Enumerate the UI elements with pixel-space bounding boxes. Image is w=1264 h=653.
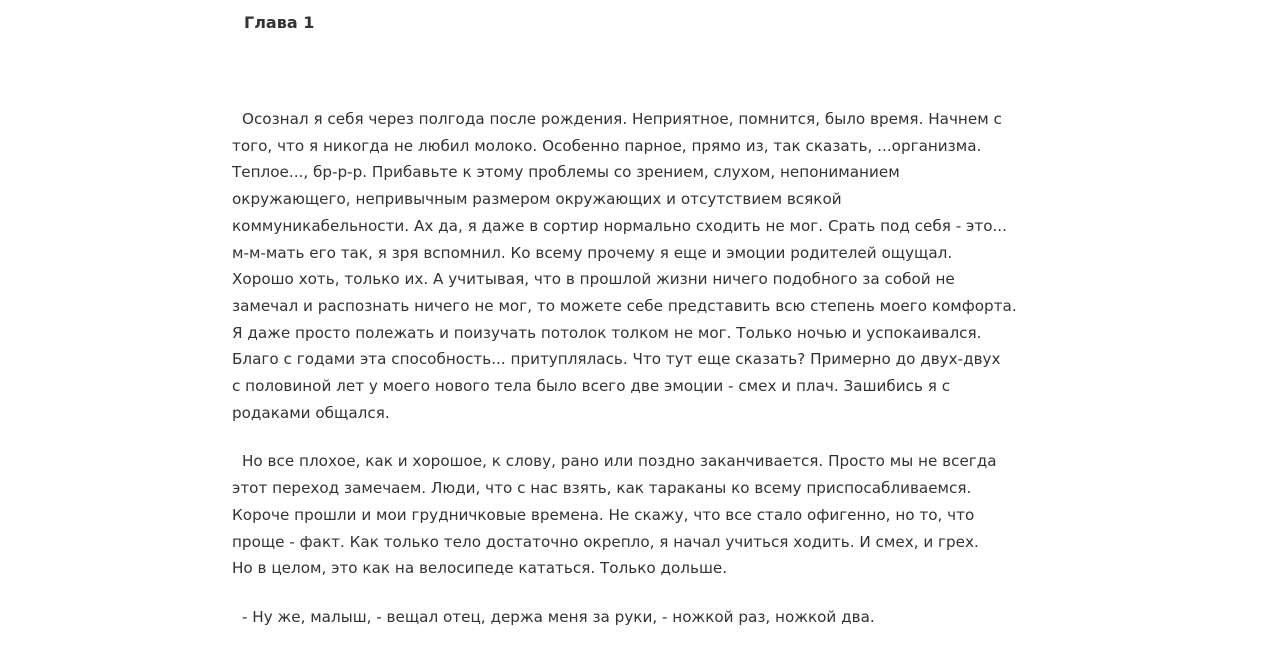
text-line: замечал и распознать ничего не мог, то можете себе представить всю степень моего комфорта.	[232, 296, 1017, 315]
text-line: Но все плохое, как и хорошое, к слову, рано или поздно заканчивается. Просто мы не всегда	[242, 452, 997, 471]
text-line: Благо с годами эта способность... притуплялась. Что тут еще сказать? Примерно до двух-двух	[232, 350, 1001, 369]
text-line: этот переход замечаем. Люди, что с нас взять, как тараканы ко всему приспосабливаемся.	[232, 479, 972, 498]
text-line: родаками общался.	[232, 403, 390, 422]
text-line: коммуникабельности. Ах да, я даже в сортир нормально сходить не мог. Срать под себя - это...	[232, 216, 1007, 235]
paragraph-1	[232, 106, 1032, 426]
text-line: Я даже просто полежать и поизучать потолок толком не мог. Только ночью и успокаивался.	[232, 323, 982, 342]
text-line: проще - факт. Как только тело достаточно окрепло, я начал учиться ходить. И смех, и грех.	[232, 532, 979, 551]
text-line: м-м-мать его так, я зря вспомнил. Ко всему прочему я еще и эмоции родителей ощущал.	[232, 243, 953, 262]
text-line: Но в целом, это как на велосипеде кататься. Только дольше.	[232, 559, 728, 578]
paragraph-3-dialogue	[232, 604, 1032, 631]
text-line: - Ну же, малыш, - вещал отец, держа меня за руки, - ножкой раз, ножкой два.	[242, 607, 875, 626]
paragraph-2	[232, 448, 1032, 582]
text-line: Осознал я себя через полгода после рождения. Неприятное, помнится, было время. Начнем с	[242, 110, 1002, 128]
text-line: Хорошо хоть, только их. А учитывая, что в прошлой жизни ничего подобного за собой не	[232, 270, 955, 289]
text-line: Короче прошли и мои грудничковые времена. Не скажу, что все стало офигенно, но то, что	[232, 505, 975, 524]
text-line: окружающего, непривычным размером окружающих и отсутствием всякой	[232, 190, 842, 209]
text-line: Теплое..., бр-р-р. Прибавьте к этому проблемы со зрением, слухом, непониманием	[232, 163, 900, 182]
text-line: с половиной лет у моего нового тела было всего две эмоции - смех и плач. Зашибись я с	[232, 377, 951, 396]
chapter-content	[232, 106, 1032, 653]
chapter-title: Глава 1	[244, 13, 315, 32]
text-line: того, что я никогда не любил молоко. Особенно парное, прямо из, так сказать, ...организма.	[232, 136, 982, 155]
